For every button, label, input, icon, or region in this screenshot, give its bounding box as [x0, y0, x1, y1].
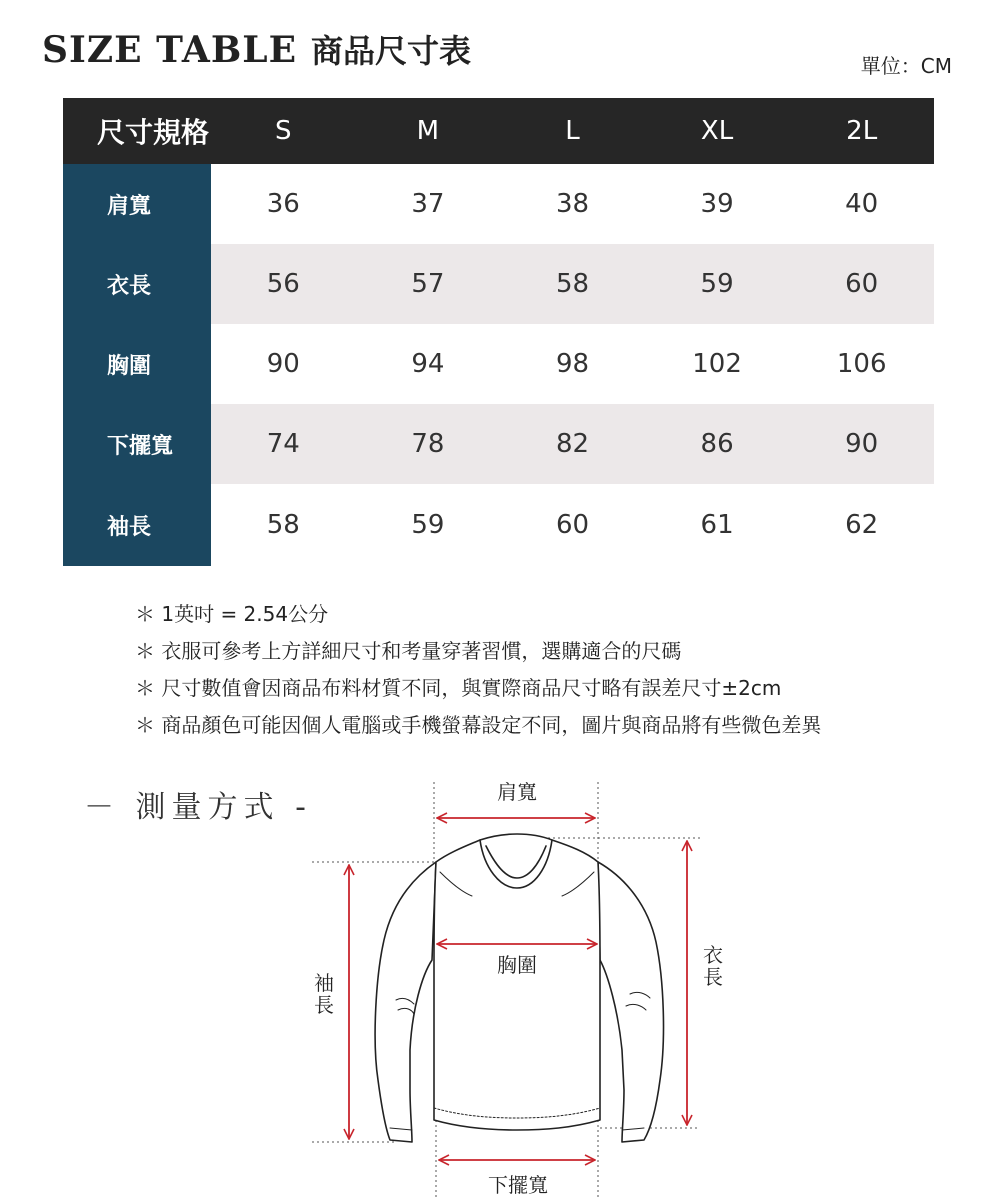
- notes-list: [135, 596, 821, 744]
- size-header-l: L: [500, 98, 645, 164]
- corner-label: 尺寸規格: [63, 98, 211, 164]
- table-cell: 74: [211, 404, 356, 484]
- table-cell: 90: [211, 324, 356, 404]
- table-cell: 58: [500, 244, 645, 324]
- table-cell: 94: [356, 324, 501, 404]
- table-cell: 102: [645, 324, 790, 404]
- table-cell: 58: [211, 484, 356, 566]
- table-cell: 59: [356, 484, 501, 566]
- size-header-xl: XL: [645, 98, 790, 164]
- title-chinese: 商品尺寸表: [311, 32, 472, 70]
- table-cell: 56: [211, 244, 356, 324]
- size-header-row: [63, 98, 934, 164]
- table-row-length: [63, 244, 934, 324]
- table-cell: 106: [789, 324, 934, 404]
- size-header-m: M: [356, 98, 501, 164]
- length-label-1: 衣: [703, 943, 723, 967]
- table-cell: 57: [356, 244, 501, 324]
- table-cell: 59: [645, 244, 790, 324]
- table-cell: 98: [500, 324, 645, 404]
- table-cell: 39: [645, 164, 790, 244]
- table-row-shoulder: [63, 164, 934, 244]
- row-label: 衣長: [63, 244, 211, 324]
- table-cell: 90: [789, 404, 934, 484]
- table-cell: 60: [500, 484, 645, 566]
- title-english: SIZE TABLE: [42, 29, 298, 71]
- page-title: [42, 26, 471, 72]
- note-item: ＊ 尺寸數值會因商品布料材質不同，與實際商品尺寸略有誤差尺寸±2cm: [135, 676, 782, 700]
- table-cell: 36: [211, 164, 356, 244]
- sweater-icon: [375, 834, 663, 1142]
- row-label: 胸圍: [63, 324, 211, 404]
- sleeve-label-2: 長: [314, 993, 334, 1017]
- row-label: 袖長: [63, 484, 211, 566]
- length-label-2: 長: [703, 965, 723, 989]
- measurement-method-title: － 測量方式 -: [84, 790, 312, 825]
- table-cell: 78: [356, 404, 501, 484]
- chest-label: 胸圍: [497, 953, 537, 977]
- table-row-sleeve: [63, 484, 934, 566]
- table-cell: 40: [789, 164, 934, 244]
- table-cell: 61: [645, 484, 790, 566]
- table-cell: 82: [500, 404, 645, 484]
- table-cell: 37: [356, 164, 501, 244]
- table-cell: 86: [645, 404, 790, 484]
- sleeve-label-1: 袖: [314, 971, 334, 995]
- table-cell: 62: [789, 484, 934, 566]
- shoulder-label: 肩寬: [497, 780, 537, 804]
- size-header-2l: 2L: [789, 98, 934, 164]
- size-table: [63, 98, 934, 566]
- size-header-s: S: [211, 98, 356, 164]
- hem-label: 下擺寬: [488, 1173, 548, 1197]
- note-item: ＊ 衣服可參考上方詳細尺寸和考量穿著習慣，選購適合的尺碼: [135, 639, 682, 663]
- note-item: ＊ 商品顏色可能因個人電腦或手機螢幕設定不同，圖片與商品將有些微色差異: [135, 713, 822, 737]
- note-item: ＊ 1英吋 = 2.54公分: [135, 602, 329, 626]
- table-row-chest: [63, 324, 934, 404]
- table-cell: 38: [500, 164, 645, 244]
- table-row-hem: [63, 404, 934, 484]
- sweater-measurement-diagram: [300, 770, 723, 1200]
- table-cell: 60: [789, 244, 934, 324]
- row-label: 下擺寬: [63, 404, 211, 484]
- row-label: 肩寬: [63, 164, 211, 244]
- unit-label: 單位：CM: [860, 54, 952, 78]
